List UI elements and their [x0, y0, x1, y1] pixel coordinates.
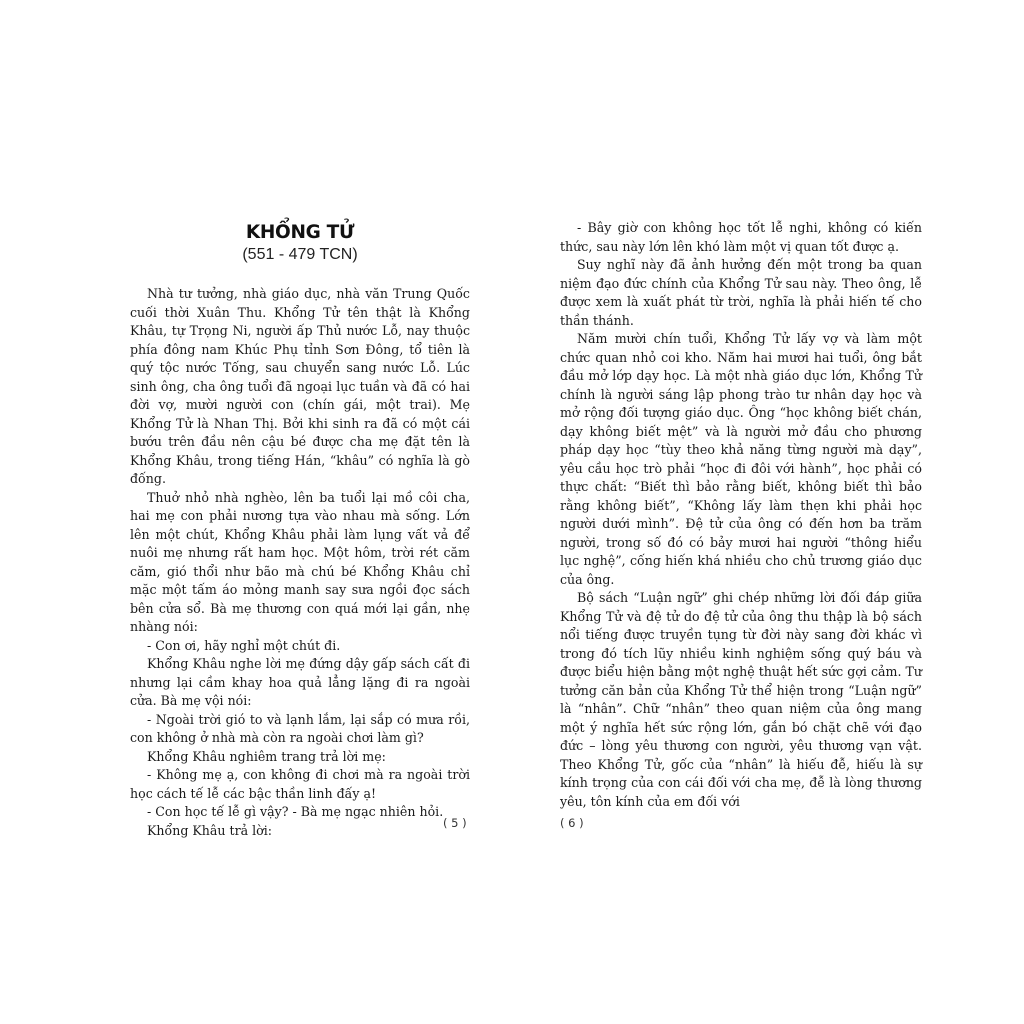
- paragraph: - Không mẹ ạ, con không đi chơi mà ra ngoài trời học cách tế lễ các bậc thần linh đấy ạ!: [130, 767, 470, 801]
- paragraph: - Con ơi, hãy nghỉ một chút đi.: [147, 637, 341, 653]
- paragraph: Khổng Khâu nghiêm trang trả lời mẹ:: [147, 748, 386, 764]
- paragraph: - Bây giờ con không học tốt lễ nghi, không có kiến thức, sau này lớn lên khó làm một vị quan tốt được ạ.: [560, 220, 922, 254]
- right-page-body: [560, 219, 922, 811]
- paragraph: Khổng Khâu trả lời:: [147, 822, 273, 838]
- paragraph: Suy nghĩ này đã ảnh hưởng đến một trong ba quan niệm đạo đức chính của Khổng Tử sau này. Theo ông, lễ được xem là xuất phát từ trời, nghĩa là phải hiến tế cho thần thánh.: [560, 257, 922, 328]
- paragraph: Khổng Khâu nghe lời mẹ đứng dậy gấp sách cất đi nhưng lại cầm khay hoa quả lẳng lặng đi ra ngoài cửa. Bà mẹ vội nói:: [130, 656, 470, 708]
- paragraph: - Con học tế lễ gì vậy? - Bà mẹ ngạc nhiên hỏi.: [147, 804, 444, 819]
- paragraph: Bộ sách “Luận ngữ” ghi chép những lời đối đáp giữa Khổng Tử và đệ tử do đệ tử của ông thu thập là bộ sách nổi tiếng được truyền tụng từ đời này sang đời khác vì trong đó tích lũy nhiều kinh nghiệm sống quý báu và được biểu hiện bằng một nghệ thuật hết sức gợi cảm. Tư tưởng căn bản của Khổng Tử thể hiện trong “Luận ngữ” là “nhân”. Chữ “nhân” theo quan niệm của ông mang một ý nghĩa hết sức rộng lớn, gắn bó chặt chẽ với đạo đức – lòng yêu thương con người, yêu thương vạn vật. Theo Khổng Tử, gốc của “nhân” là hiếu đễ, hiếu là sự kính trọng của con cái đối với cha mẹ, đễ là lòng thương yêu, tôn kính của em đối với: [560, 590, 922, 809]
- left-page-body: [130, 285, 470, 840]
- paragraph: Thuở nhỏ nhà nghèo, lên ba tuổi lại mồ côi cha, hai mẹ con phải nương tựa vào nhau mà sống. Lớn lên một chút, Khổng Khâu phải làm lụng vất vả để nuôi mẹ nhưng rất ham học. Một hôm, trời rét căm căm, gió thổi như bão mà chú bé Khổng Khâu chỉ mặc một tấm áo mỏng manh say sưa ngồi đọc sách bên cửa sổ. Bà mẹ thương con quá mới lại gần, nhẹ nhàng nói:: [130, 489, 470, 634]
- page-number-left: ( 5 ): [443, 816, 467, 830]
- paragraph: Nhà tư tưởng, nhà giáo dục, nhà văn Trung Quốc cuối thời Xuân Thu. Khổng Tử tên thật là Khổng Khâu, tự Trọng Ni, người ấp Thủ nước Lỗ, nay thuộc phía đông nam Khúc Phụ tỉnh Sơn Đông, tổ tiên là quý tộc nước Tống, sau chuyển sang nước Lỗ. Lúc sinh ông, cha ông tuổi đã ngoại lục tuần và đã có hai đời vợ, mười người con (chín gái, một trai). Mẹ Khổng Tử là Nhan Thị. Bởi khi sinh ra đã có một cái bướu trên đầu nên cậu bé được cha mẹ đặt tên là Khổng Khâu, trong tiếng Hán, “khâu” có nghĩa là gò đống.: [130, 286, 470, 486]
- paragraph: - Ngoài trời gió to và lạnh lắm, lại sắp có mưa rồi, con không ở nhà mà còn ra ngoài chơi làm gì?: [130, 711, 470, 745]
- paragraph: Năm mười chín tuổi, Khổng Tử lấy vợ và làm một chức quan nhỏ coi kho. Năm hai mươi hai tuổi, ông bắt đầu mở lớp dạy học. Là một nhà giáo dục lớn, Khổng Tử chính là người sáng lập phong trào tư nhân dạy học và mở rộng đối tượng giáo dục. Ông “học không biết chán, dạy không biết mệt” và là người mở đầu cho phương pháp dạy học “tùy theo khả năng từng người mà dạy”, yêu cầu học trò phải “học đi đôi với hành”, học phải có thực chất: “Biết thì bảo rằng biết, không biết thì bảo rằng không biết”, “Không lấy làm thẹn khi phải học người dưới mình”. Đệ tử của ông có đến hơn ba trăm người, trong số đó có bảy mươi hai người “thông hiểu lục nghệ”, cống hiến khá nhiều cho chủ trương giáo dục của ông.: [560, 331, 922, 587]
- page-number-right: ( 6 ): [560, 816, 584, 830]
- chapter-subtitle: (551 - 479 TCN): [242, 246, 358, 263]
- chapter-title: KHỔNG TỬ: [245, 222, 355, 243]
